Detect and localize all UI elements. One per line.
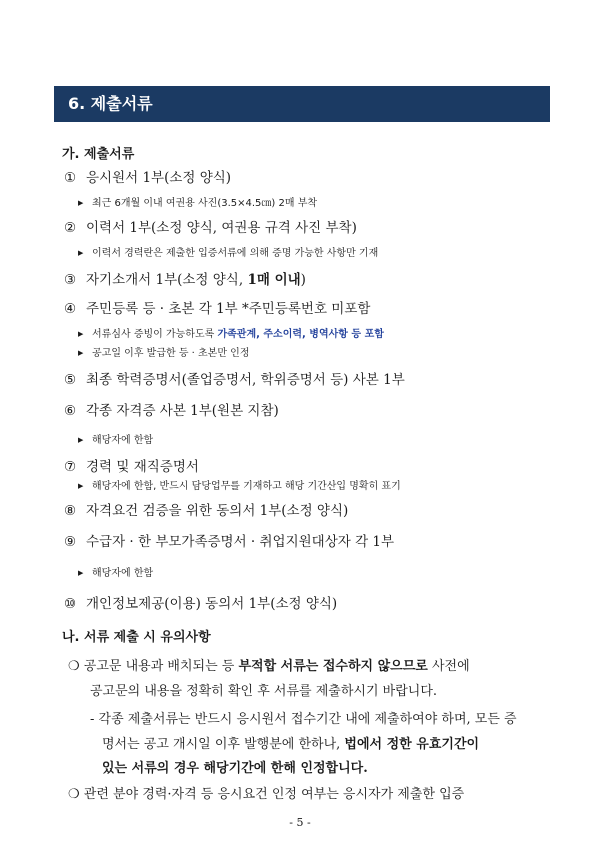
item-text: 자격요건 검증을 위한 동의서 1부(소정 양식) bbox=[86, 503, 349, 519]
note-text-bold: 부적합 서류는 접수하지 않으므로 bbox=[238, 659, 428, 674]
triangle-bullet-icon: ▶ bbox=[78, 330, 84, 338]
item-number: ⑥ bbox=[64, 403, 77, 419]
item-number: ⑨ bbox=[64, 534, 77, 550]
item-text: 최종 학력증명서(졸업증명서, 학위증명서 등) 사본 1부 bbox=[86, 372, 405, 388]
item-text: 개인정보제공(이용) 동의서 1부(소정 양식) bbox=[86, 596, 338, 612]
item-number: ② bbox=[64, 220, 77, 236]
triangle-bullet-icon: ▶ bbox=[78, 436, 84, 444]
item-2 bbox=[64, 216, 357, 236]
sub-note-4b bbox=[78, 344, 250, 359]
circle-bullet-icon: ❍ bbox=[68, 787, 80, 802]
section-b-heading: 나. 서류 제출 시 유의사항 bbox=[62, 630, 211, 645]
note-text: 공고문 내용과 배치되는 등 bbox=[83, 659, 239, 674]
item-number: ③ bbox=[64, 272, 77, 288]
item-3 bbox=[64, 268, 306, 288]
item-number: ① bbox=[64, 170, 77, 186]
section-banner: 6. 제출서류 bbox=[54, 86, 550, 122]
item-9 bbox=[64, 530, 394, 550]
note-2-line-2 bbox=[102, 733, 479, 752]
item-number: ⑩ bbox=[64, 596, 77, 612]
item-8 bbox=[64, 499, 348, 519]
sub-note-2 bbox=[78, 244, 378, 259]
item-7 bbox=[64, 455, 199, 475]
item-text: 응시원서 1부(소정 양식) bbox=[86, 170, 232, 186]
item-text-close: ) bbox=[300, 272, 306, 288]
sub-text: 공고일 이후 발급한 등 · 초본만 인정 bbox=[92, 348, 250, 359]
note-text: 관련 분야 경력·자격 등 응시요건 인정 여부는 응시자가 제출한 입증 bbox=[83, 787, 465, 802]
section-a-heading: 가. 제출서류 bbox=[62, 147, 135, 162]
note-1-line-1 bbox=[68, 655, 470, 674]
sub-note-4a bbox=[78, 325, 384, 340]
item-text: 이력서 1부(소정 양식, 여권용 규격 사진 부착) bbox=[86, 220, 357, 236]
item-text: 주민등록 등 · 초본 각 1부 *주민등록번호 미포함 bbox=[86, 301, 371, 317]
sub-note-9 bbox=[78, 564, 153, 579]
item-number: ⑦ bbox=[64, 459, 77, 475]
sub-text-highlight: 가족관계, 주소이력, 병역사항 등 포함 bbox=[217, 329, 384, 340]
note-1-line-2: 공고문의 내용을 정확히 확인 후 서류를 제출하시기 바랍니다. bbox=[90, 684, 438, 699]
note-2-line-3: 있는 서류의 경우 해당기간에 한해 인정합니다. bbox=[102, 761, 368, 776]
sub-note-6 bbox=[78, 431, 153, 446]
triangle-bullet-icon: ▶ bbox=[78, 249, 84, 257]
sub-text: 해당자에 한함 bbox=[92, 435, 154, 446]
triangle-bullet-icon: ▶ bbox=[78, 199, 84, 207]
item-text: 각종 자격증 사본 1부(원본 지참) bbox=[86, 403, 279, 419]
item-number: ⑧ bbox=[64, 503, 77, 519]
note-2-line-1: - 각종 제출서류는 반드시 응시원서 접수기간 내에 제출하여야 하며, 모든 증 bbox=[90, 712, 517, 727]
circle-bullet-icon: ❍ bbox=[68, 659, 80, 674]
page-number: - 5 - bbox=[289, 816, 311, 829]
sub-text: 해당자에 한함, 반드시 담당업무를 기재하고 해당 기간산입 명확히 표기 bbox=[92, 481, 401, 492]
item-number: ④ bbox=[64, 301, 77, 317]
sub-note-7 bbox=[78, 477, 401, 492]
item-4 bbox=[64, 297, 370, 317]
sub-text: 서류심사 증빙이 가능하도록 bbox=[92, 329, 218, 340]
item-5 bbox=[64, 368, 405, 388]
item-6 bbox=[64, 399, 279, 419]
item-text-bold: 1매 이내 bbox=[247, 272, 301, 288]
item-text: 자기소개서 1부(소정 양식, bbox=[86, 272, 248, 288]
note-text: 사전에 bbox=[427, 659, 470, 674]
sub-text: 이력서 경력란은 제출한 입증서류에 의해 증명 가능한 사항만 기재 bbox=[92, 248, 379, 259]
sub-text: 최근 6개월 이내 여권용 사진(3.5×4.5㎝) 2매 부착 bbox=[92, 198, 318, 209]
note-text: 명서는 공고 개시일 이후 발행분에 한하나, bbox=[102, 737, 345, 752]
item-10 bbox=[64, 592, 337, 612]
triangle-bullet-icon: ▶ bbox=[78, 482, 84, 490]
item-text: 수급자 · 한 부모가족증명서 · 취업지원대상자 각 1부 bbox=[86, 534, 395, 550]
note-3-line-1 bbox=[68, 783, 464, 802]
item-number: ⑤ bbox=[64, 372, 77, 388]
note-text-bold: 법에서 정한 유효기간이 bbox=[344, 737, 480, 752]
triangle-bullet-icon: ▶ bbox=[78, 349, 84, 357]
sub-text: 해당자에 한함 bbox=[92, 568, 154, 579]
item-1 bbox=[64, 166, 231, 186]
sub-note-1 bbox=[78, 194, 317, 209]
item-text: 경력 및 재직증명서 bbox=[86, 459, 199, 475]
triangle-bullet-icon: ▶ bbox=[78, 569, 84, 577]
